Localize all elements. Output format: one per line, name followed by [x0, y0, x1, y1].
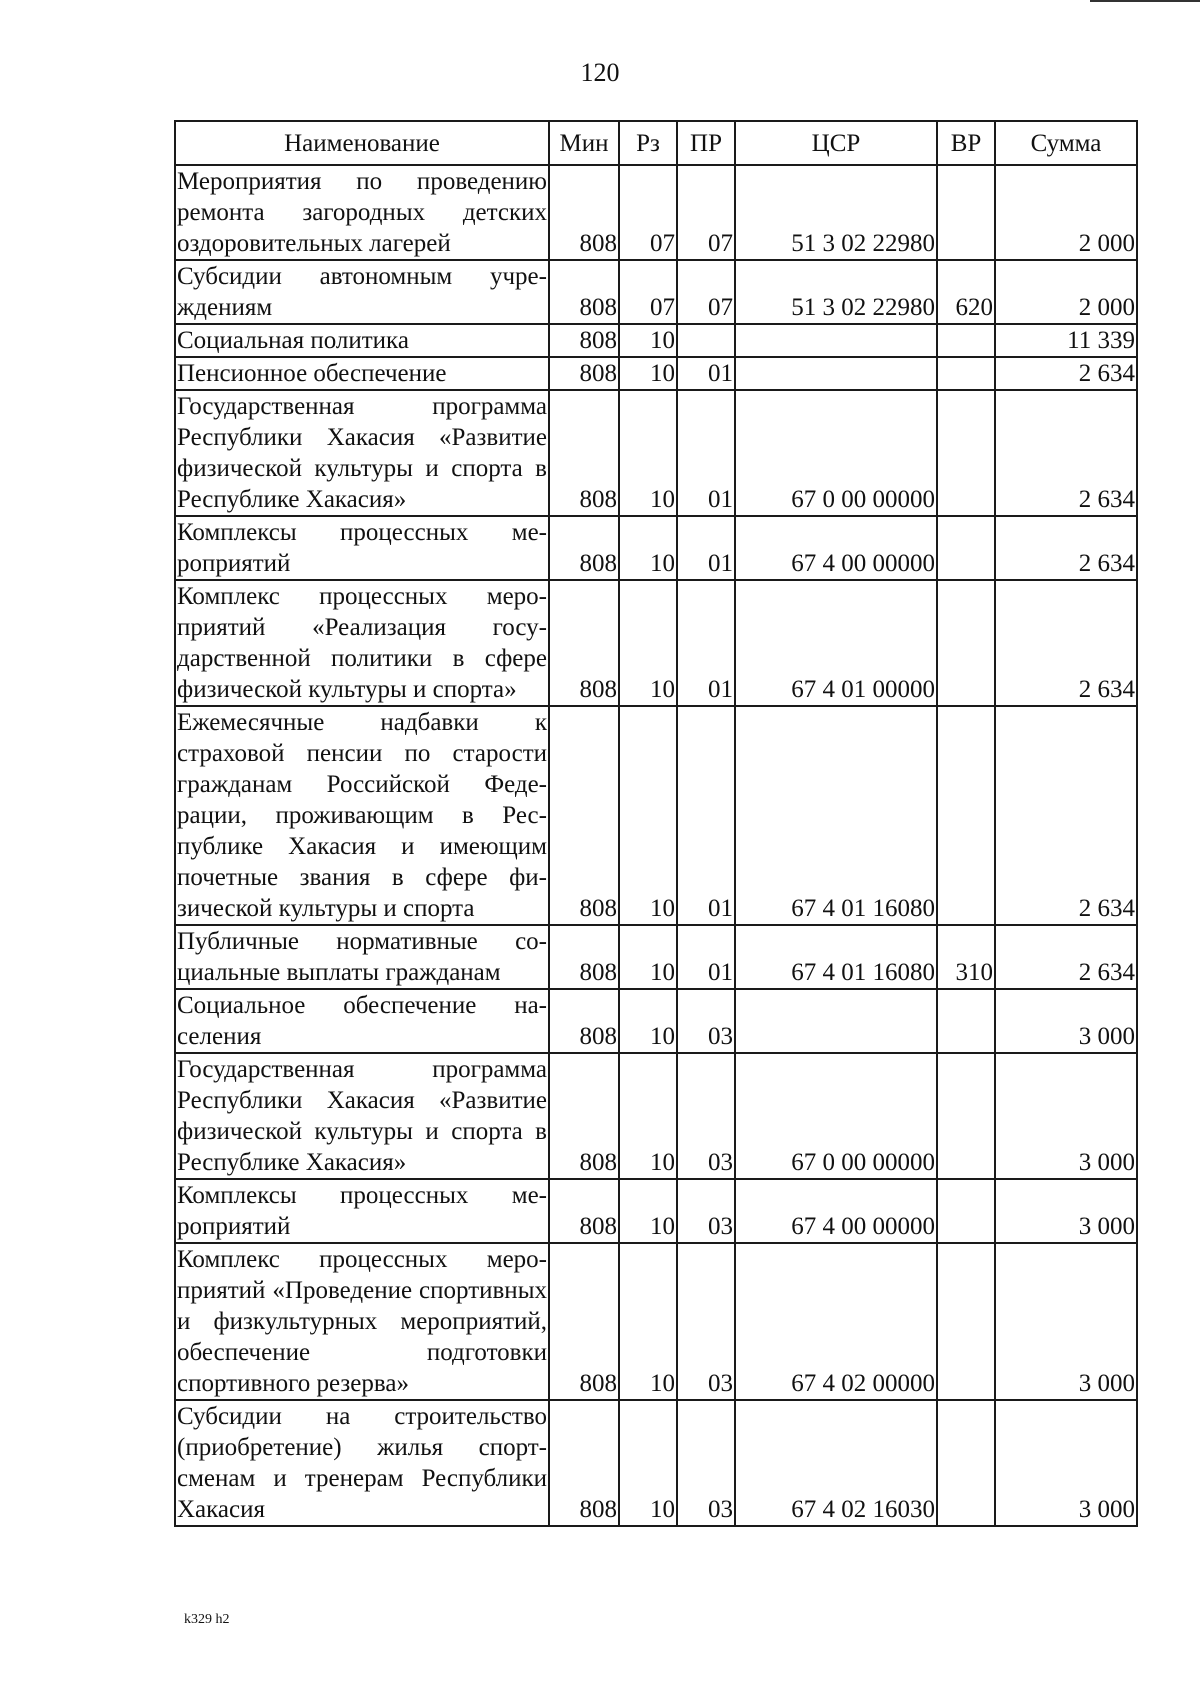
cell-min: 808 [549, 1053, 619, 1179]
cell-sum: 11 339 [995, 324, 1137, 357]
cell-rz: 07 [619, 260, 677, 324]
cell-rz: 10 [619, 357, 677, 390]
cell-vr [937, 1179, 995, 1243]
cell-pr: 03 [677, 1053, 735, 1179]
cell-min: 808 [549, 324, 619, 357]
cell-name: Пенсионное обеспечение [175, 357, 549, 390]
header-sum: Сумма [995, 121, 1137, 165]
cell-vr: 620 [937, 260, 995, 324]
cell-vr: 310 [937, 925, 995, 989]
cell-vr [937, 706, 995, 925]
cell-min: 808 [549, 706, 619, 925]
header-min: Мин [549, 121, 619, 165]
cell-vr [937, 357, 995, 390]
cell-name: Ежемесячные надбавки к страховой пенсии по старости гражданам Российской Федерации, проживающим в Республике Хакасия и имеющим почетные звания в сфере физической культуры и спорта [175, 706, 549, 925]
cell-sum: 3 000 [995, 1179, 1137, 1243]
cell-csr: 67 4 00 00000 [735, 1179, 937, 1243]
cell-vr [937, 580, 995, 706]
cell-pr: 03 [677, 1243, 735, 1400]
cell-csr: 67 4 01 16080 [735, 706, 937, 925]
cell-rz: 10 [619, 580, 677, 706]
cell-min: 808 [549, 165, 619, 260]
cell-name: Субсидии автономным учреждениям [175, 260, 549, 324]
cell-sum: 2 634 [995, 516, 1137, 580]
cell-pr: 01 [677, 706, 735, 925]
table-row [175, 390, 1137, 516]
table-row [175, 260, 1137, 324]
table-row [175, 580, 1137, 706]
cell-min: 808 [549, 1243, 619, 1400]
cell-csr: 51 3 02 22980 [735, 165, 937, 260]
cell-csr: 67 4 01 00000 [735, 580, 937, 706]
cell-vr [937, 989, 995, 1053]
cell-csr: 67 4 02 16030 [735, 1400, 937, 1526]
cell-sum: 2 634 [995, 580, 1137, 706]
table-row [175, 165, 1137, 260]
cell-min: 808 [549, 925, 619, 989]
cell-rz: 10 [619, 1053, 677, 1179]
cell-min: 808 [549, 516, 619, 580]
cell-min: 808 [549, 580, 619, 706]
cell-vr [937, 390, 995, 516]
cell-rz: 10 [619, 324, 677, 357]
cell-name: Комплексы процессных мероприятий [175, 516, 549, 580]
cell-name: Публичные нормативные социальные выплаты гражданам [175, 925, 549, 989]
cell-min: 808 [549, 390, 619, 516]
cell-pr [677, 324, 735, 357]
cell-csr: 67 4 02 00000 [735, 1243, 937, 1400]
scan-edge-line [1090, 0, 1200, 2]
header-csr: ЦСР [735, 121, 937, 165]
cell-pr: 01 [677, 580, 735, 706]
table-row [175, 925, 1137, 989]
cell-csr: 67 4 01 16080 [735, 925, 937, 989]
cell-csr [735, 324, 937, 357]
cell-name: Субсидии на строительство (приобретение) жилья спортсменам и тренерам Республики Хакасия [175, 1400, 549, 1526]
cell-pr: 07 [677, 260, 735, 324]
cell-rz: 10 [619, 706, 677, 925]
cell-sum: 3 000 [995, 1243, 1137, 1400]
table-row [175, 324, 1137, 357]
table-row [175, 1243, 1137, 1400]
cell-csr: 67 0 00 00000 [735, 390, 937, 516]
cell-rz: 10 [619, 1400, 677, 1526]
cell-rz: 10 [619, 390, 677, 516]
cell-min: 808 [549, 1179, 619, 1243]
cell-name: Социальная политика [175, 324, 549, 357]
table-row [175, 1179, 1137, 1243]
cell-name: Социальное обеспечение населения [175, 989, 549, 1053]
header-vr: ВР [937, 121, 995, 165]
cell-csr [735, 989, 937, 1053]
cell-name: Мероприятия по проведению ремонта загородных детских оздоровительных лагерей [175, 165, 549, 260]
header-pr: ПР [677, 121, 735, 165]
table-header-row [175, 121, 1137, 165]
cell-pr: 01 [677, 357, 735, 390]
cell-sum: 2 634 [995, 357, 1137, 390]
cell-sum: 2 634 [995, 390, 1137, 516]
cell-csr: 51 3 02 22980 [735, 260, 937, 324]
cell-min: 808 [549, 1400, 619, 1526]
cell-min: 808 [549, 260, 619, 324]
table-row [175, 706, 1137, 925]
cell-sum: 3 000 [995, 989, 1137, 1053]
cell-sum: 3 000 [995, 1400, 1137, 1526]
cell-pr: 03 [677, 989, 735, 1053]
cell-rz: 10 [619, 1243, 677, 1400]
cell-csr: 67 4 00 00000 [735, 516, 937, 580]
budget-table [174, 120, 1138, 1527]
cell-pr: 01 [677, 925, 735, 989]
cell-name: Комплексы процессных мероприятий [175, 1179, 549, 1243]
header-rz: Рз [619, 121, 677, 165]
table-row [175, 516, 1137, 580]
cell-rz: 10 [619, 925, 677, 989]
page-number: 120 [580, 58, 620, 87]
cell-pr: 03 [677, 1400, 735, 1526]
cell-sum: 2 000 [995, 260, 1137, 324]
cell-sum: 3 000 [995, 1053, 1137, 1179]
cell-pr: 03 [677, 1179, 735, 1243]
footer-code: k329 h2 [184, 1612, 230, 1627]
cell-pr: 01 [677, 390, 735, 516]
cell-vr [937, 1400, 995, 1526]
cell-rz: 07 [619, 165, 677, 260]
cell-name: Комплекс процессных мероприятий «Реализация государственной политики в сфере физической культуры и спорта» [175, 580, 549, 706]
cell-pr: 07 [677, 165, 735, 260]
cell-sum: 2 634 [995, 706, 1137, 925]
table-row [175, 357, 1137, 390]
cell-vr [937, 516, 995, 580]
cell-vr [937, 1053, 995, 1179]
header-name: Наименование [175, 121, 549, 165]
table-row [175, 1053, 1137, 1179]
cell-csr: 67 0 00 00000 [735, 1053, 937, 1179]
table-row [175, 989, 1137, 1053]
cell-csr [735, 357, 937, 390]
cell-min: 808 [549, 357, 619, 390]
cell-rz: 10 [619, 516, 677, 580]
table-row [175, 1400, 1137, 1526]
cell-vr [937, 165, 995, 260]
cell-min: 808 [549, 989, 619, 1053]
cell-rz: 10 [619, 1179, 677, 1243]
cell-pr: 01 [677, 516, 735, 580]
cell-name: Государственная программа Республики Хакасия «Развитие физической культуры и спорта в Республике Хакасия» [175, 390, 549, 516]
cell-rz: 10 [619, 989, 677, 1053]
cell-name: Государственная программа Республики Хакасия «Развитие физической культуры и спорта в Республике Хакасия» [175, 1053, 549, 1179]
cell-name: Комплекс процессных мероприятий «Проведение спортивных и физкультурных мероприятий, обеспечение подготовки спортивного резерва» [175, 1243, 549, 1400]
cell-vr [937, 324, 995, 357]
cell-vr [937, 1243, 995, 1400]
cell-sum: 2 634 [995, 925, 1137, 989]
cell-sum: 2 000 [995, 165, 1137, 260]
